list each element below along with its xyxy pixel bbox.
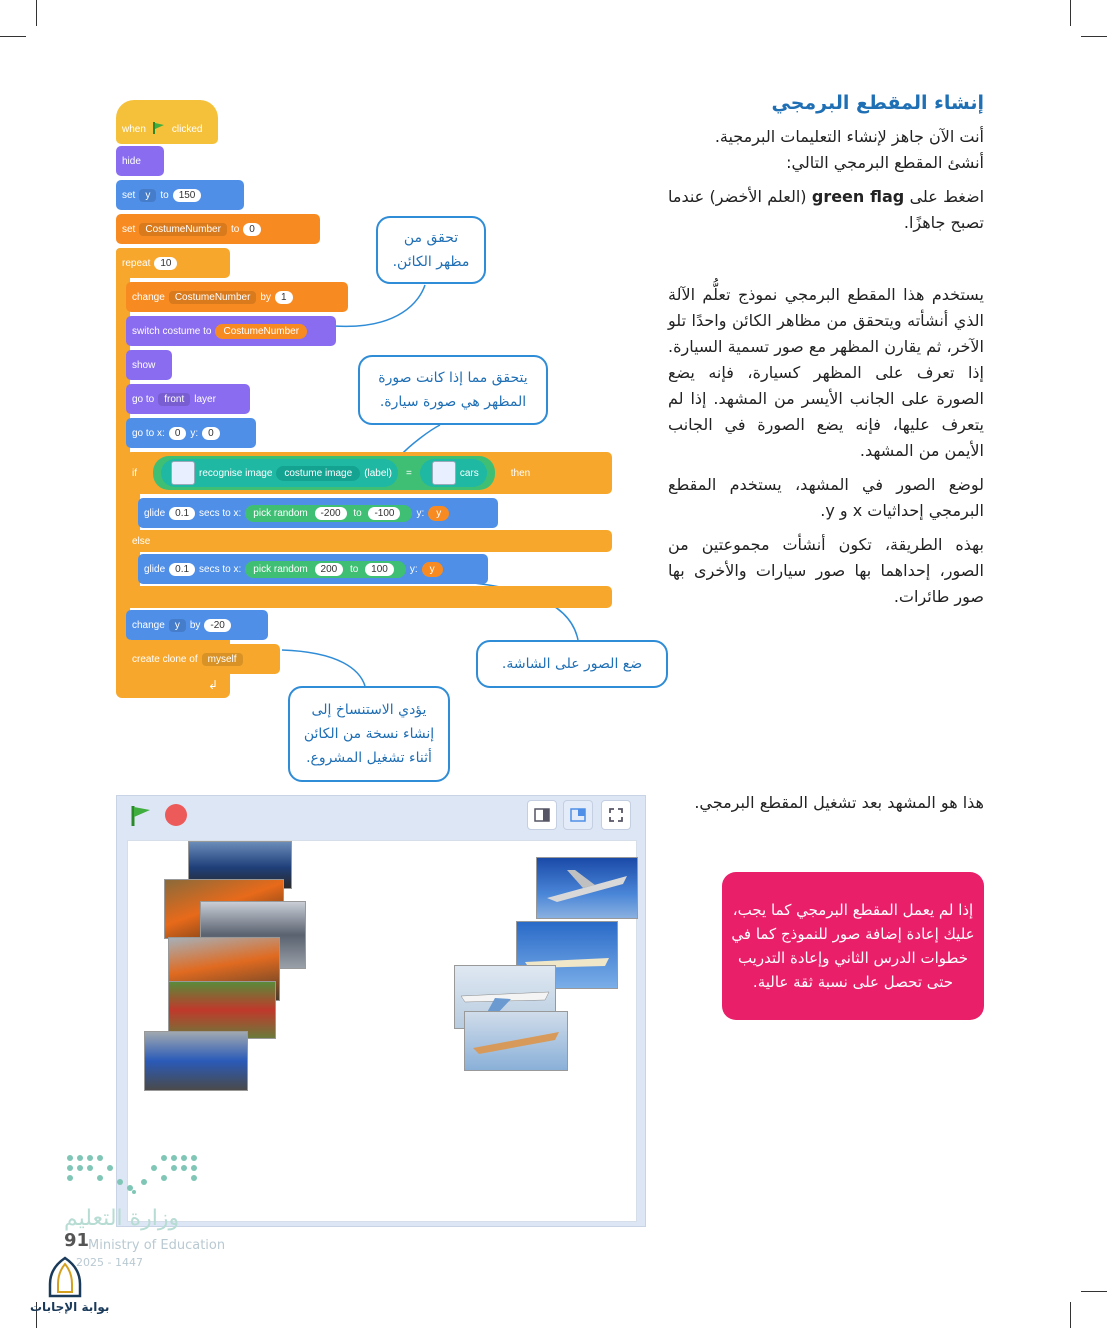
change-value[interactable]: 1 <box>275 291 293 304</box>
costume-number-dropdown[interactable]: CostumeNumber <box>169 291 257 304</box>
create-clone-label: create clone of <box>132 653 198 665</box>
pick-random-label: pick random <box>253 563 308 575</box>
when-flag-clicked-block[interactable] <box>116 100 218 144</box>
cars-label: cars <box>459 467 479 479</box>
recognise-image-label: recognise image <box>199 467 273 479</box>
y-label: y: <box>416 507 425 519</box>
ministry-logo-icon <box>64 1152 200 1202</box>
green-flag-before: اضغط على <box>904 187 985 206</box>
intro-line-2: أنشئ المقطع البرمجي التالي: <box>786 153 984 172</box>
change-y-block[interactable] <box>126 610 268 640</box>
troubleshooting-note: إذا لم يعمل المقطع البرمجي كما يجب، عليك إعادة إضافة صور للنموذج كما في خطوات الدرس الثاني وإعادة التدريب حتى تحصل على نسبة ثقة عالية. <box>722 872 984 1020</box>
loop-arrow-icon: ↲ <box>208 678 219 692</box>
y-label: y: <box>190 427 199 439</box>
set-y-block[interactable] <box>116 180 244 210</box>
switch-costume-block[interactable] <box>126 316 336 346</box>
stop-button[interactable] <box>165 804 187 826</box>
then-label: then <box>510 467 531 479</box>
green-flag-after: (العلم الأخضر) عندما تصبح جاهزًا. <box>668 187 984 232</box>
if-then-else-block[interactable] <box>126 452 612 494</box>
y-label: y: <box>409 563 418 575</box>
costume-image-reporter[interactable]: costume image <box>276 466 360 481</box>
y-reporter[interactable]: y <box>422 562 443 577</box>
ministry-name-en: Ministry of Education <box>88 1238 226 1253</box>
else-row <box>126 530 612 552</box>
callout-place-images: ضع الصور على الشاشة. <box>476 640 668 688</box>
change-costume-number-block[interactable] <box>126 282 348 312</box>
recognise-image-reporter[interactable] <box>161 459 398 487</box>
callout-check-costume: تحقق من مظهر الكائن. <box>376 216 486 284</box>
small-stage-button[interactable] <box>527 800 557 830</box>
edition-year: 2025 - 1447 <box>76 1256 143 1269</box>
glide-right-block[interactable] <box>138 554 488 584</box>
plane-sprite[interactable] <box>536 857 638 919</box>
go-to-x-label: go to x: <box>132 427 165 439</box>
explanation-paragraph: يستخدم هذا المقطع البرمجي نموذج تعلُّم الآلة الذي أنشأته ويتحقق من مظاهر الكائن واحدًا تلو الآخر، ثم يقارن المظهر مع صور تسمية السيارة. إذا تعرف على المظهر كسيارة، فإنه يضع الصورة على الجانب الأيسر من المشهد. إذا لم يتعرف عليها، فإنه يضع الصورة في الجانب الأيمن من المشهد. <box>668 285 984 460</box>
to-label: to <box>353 507 362 519</box>
repeat-label: repeat <box>122 257 151 269</box>
green-flag-bold: green flag <box>811 187 905 206</box>
by-label: by <box>260 291 271 303</box>
when-label: when <box>122 123 146 135</box>
set-value[interactable]: 0 <box>243 223 261 236</box>
myself-dropdown[interactable]: myself <box>202 653 243 666</box>
green-flag-icon <box>152 121 166 138</box>
callout-clone: يؤدي الاستنساخ إلى إنشاء نسخة من الكائن أثناء تشغيل المشروع. <box>288 686 450 782</box>
costume-number-dropdown[interactable]: CostumeNumber <box>139 223 227 236</box>
y-reporter[interactable]: y <box>428 506 449 521</box>
ml-model-icon <box>171 461 195 485</box>
label-text: (label) <box>364 467 392 479</box>
random-to[interactable]: -100 <box>368 507 400 520</box>
set-label: set <box>122 189 136 201</box>
else-label: else <box>132 535 151 547</box>
hide-block[interactable] <box>116 146 164 176</box>
y-dropdown[interactable]: y <box>139 189 156 202</box>
fullscreen-icon[interactable] <box>601 800 631 830</box>
hide-label: hide <box>122 155 141 167</box>
change-y-value[interactable]: -20 <box>204 619 230 632</box>
costume-number-reporter[interactable]: CostumeNumber <box>215 324 307 339</box>
show-label: show <box>132 359 156 371</box>
ml-model-icon <box>432 461 456 485</box>
glide-left-block[interactable] <box>138 498 498 528</box>
go-to-label: go to <box>132 393 155 405</box>
pick-random-label: pick random <box>253 507 308 519</box>
random-from[interactable]: -200 <box>315 507 347 520</box>
x-value[interactable]: 0 <box>169 427 187 440</box>
to-label: to <box>350 563 359 575</box>
glide-seconds[interactable]: 0.1 <box>169 507 195 520</box>
scene-caption: هذا هو المشهد بعد تشغيل المقطع البرمجي. <box>694 793 984 812</box>
pick-random-reporter[interactable] <box>245 505 412 522</box>
layer-label: layer <box>194 393 216 405</box>
glide-seconds[interactable]: 0.1 <box>169 563 195 576</box>
intro-line-1: أنت الآن جاهز لإنشاء التعليمات البرمجية. <box>714 127 984 146</box>
glide-label: glide <box>144 563 166 575</box>
to-label: to <box>160 189 169 201</box>
clicked-label: clicked <box>171 123 203 135</box>
car-sprite[interactable] <box>144 1031 248 1091</box>
create-clone-block[interactable] <box>126 644 280 674</box>
y-value[interactable]: 0 <box>202 427 220 440</box>
go-to-front-layer-block[interactable] <box>126 384 250 414</box>
change-label: change <box>132 291 165 303</box>
show-block[interactable] <box>126 350 172 380</box>
secs-to-x-label: secs to x: <box>199 563 242 575</box>
cars-label-reporter[interactable] <box>420 459 487 487</box>
switch-costume-label: switch costume to <box>132 325 212 337</box>
section-heading: إنشاء المقطع البرمجي <box>771 92 984 114</box>
random-from[interactable]: 200 <box>315 563 344 576</box>
secs-to-x-label: secs to x: <box>199 507 242 519</box>
equals-condition[interactable] <box>153 456 495 490</box>
repeat-block[interactable] <box>116 248 230 278</box>
set-costume-number-block[interactable] <box>116 214 320 244</box>
groups-paragraph: بهذه الطريقة، تكون أنشأت مجموعتين من الصور، إحداهما بها صور سيارات والأخرى بها صور طائرات. <box>668 535 984 606</box>
go-to-xy-block[interactable] <box>126 418 256 448</box>
callout-check-car: يتحقق مما إذا كانت صورة المظهر هي صورة سيارة. <box>358 355 548 425</box>
random-to[interactable]: 100 <box>365 563 394 576</box>
to-label: to <box>230 223 240 235</box>
y-dropdown[interactable]: y <box>169 619 186 632</box>
if-bottom <box>126 586 612 608</box>
equals-sign: = <box>405 467 412 479</box>
set-y-value[interactable]: 150 <box>173 189 202 202</box>
stage-canvas <box>127 840 637 1222</box>
page-number: 91 <box>64 1230 90 1251</box>
front-dropdown[interactable]: front <box>158 393 190 406</box>
by-label: by <box>189 619 201 631</box>
glide-label: glide <box>144 507 166 519</box>
green-flag-button[interactable] <box>129 804 153 832</box>
watermark-text: بوابة الإجابات <box>30 1300 110 1314</box>
if-label: if <box>132 467 137 479</box>
ministry-name-ar: وزارة التعليم <box>64 1206 180 1231</box>
change-label: change <box>132 619 165 631</box>
repeat-count[interactable]: 10 <box>154 257 177 270</box>
normal-stage-button[interactable] <box>563 800 593 830</box>
coordinates-paragraph: لوضع الصور في المشهد، يستخدم المقطع البرمجي إحداثيات x و y. <box>668 475 984 520</box>
watermark-logo-icon <box>44 1256 86 1302</box>
plane-sprite[interactable] <box>464 1011 568 1071</box>
pick-random-reporter[interactable] <box>245 561 406 578</box>
set-label: set <box>122 223 136 235</box>
